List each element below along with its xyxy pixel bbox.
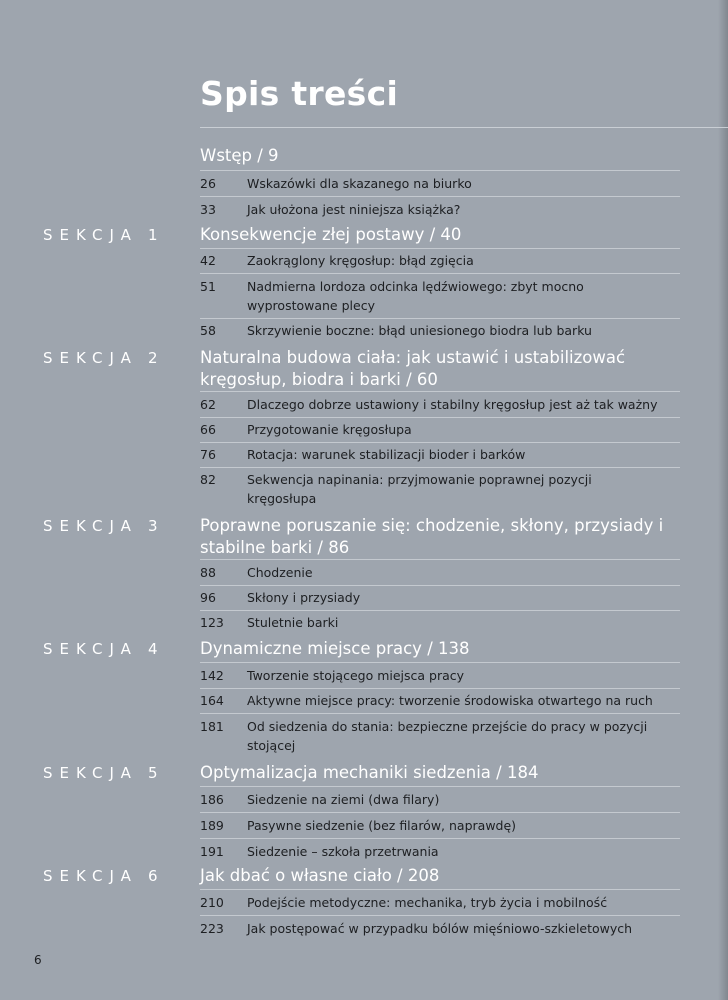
section-word: SEKCJA bbox=[43, 226, 138, 244]
divider bbox=[200, 585, 680, 586]
section-label-2 bbox=[43, 349, 158, 367]
entry-title: Siedzenie – szkoła przetrwania bbox=[247, 844, 439, 859]
section-word: SEKCJA bbox=[43, 517, 138, 535]
entry-page-number: 191 bbox=[200, 844, 224, 859]
page-number: 6 bbox=[34, 953, 42, 967]
entry-title: Jak postępować w przypadku bólów mięśniowo-szkieletowych bbox=[247, 921, 633, 936]
entry-title: Jak ułożona jest niniejsza książka? bbox=[247, 202, 461, 217]
section-label-6 bbox=[43, 867, 158, 885]
divider bbox=[200, 170, 680, 171]
divider bbox=[200, 196, 680, 197]
entry-title: Od siedzenia do stania: bezpieczne przejście do pracy w pozycji stojącej bbox=[247, 719, 648, 753]
section-label-1 bbox=[43, 226, 158, 244]
entry-title: Wskazówki dla skazanego na biurko bbox=[247, 176, 472, 191]
entry-page-number: 66 bbox=[200, 422, 216, 437]
entry-title: Skłony i przysiady bbox=[247, 590, 361, 605]
entry-page-number: 33 bbox=[200, 202, 216, 217]
divider bbox=[200, 442, 680, 443]
entry-page-number: 42 bbox=[200, 253, 216, 268]
entry-page-number: 58 bbox=[200, 323, 216, 338]
entry-page-number: 26 bbox=[200, 176, 216, 191]
toc-heading-intro: Wstęp / 9 bbox=[200, 146, 279, 165]
section-word: SEKCJA bbox=[43, 764, 138, 782]
divider bbox=[200, 889, 680, 890]
page-title: Spis treści bbox=[200, 74, 399, 113]
divider bbox=[200, 559, 680, 560]
divider bbox=[200, 786, 680, 787]
entry-page-number: 142 bbox=[200, 668, 224, 683]
section-number: 6 bbox=[148, 867, 158, 885]
divider bbox=[200, 417, 680, 418]
divider bbox=[200, 610, 680, 611]
entry-page-number: 88 bbox=[200, 565, 216, 580]
entry-title: Rotacja: warunek stabilizacji bioder i barków bbox=[247, 447, 526, 462]
entry-page-number: 164 bbox=[200, 693, 224, 708]
entry-page-number: 96 bbox=[200, 590, 216, 605]
entry-page-number: 181 bbox=[200, 719, 224, 734]
entry-page-number: 123 bbox=[200, 615, 224, 630]
divider bbox=[200, 273, 680, 274]
section-label-4 bbox=[43, 640, 158, 658]
divider bbox=[200, 467, 680, 468]
entry-page-number: 76 bbox=[200, 447, 216, 462]
entry-title: Stuletnie barki bbox=[247, 615, 339, 630]
entry-title: Dlaczego dobrze ustawiony i stabilny kręgosłup jest aż tak ważny bbox=[247, 397, 658, 412]
entry-title: Podejście metodyczne: mechanika, tryb życia i mobilność bbox=[247, 895, 608, 910]
entry-page-number: 223 bbox=[200, 921, 224, 936]
entry-title: Zaokrąglony kręgosłup: błąd zgięcia bbox=[247, 253, 474, 268]
entry-page-number: 82 bbox=[200, 472, 216, 487]
divider bbox=[200, 391, 680, 392]
divider bbox=[200, 915, 680, 916]
entry-page-number: 62 bbox=[200, 397, 216, 412]
entry-title: Aktywne miejsce pracy: tworzenie środowiska otwartego na ruch bbox=[247, 693, 653, 708]
section-number: 3 bbox=[148, 517, 158, 535]
section-label-3 bbox=[43, 517, 158, 535]
entry-title: Przygotowanie kręgosłupa bbox=[247, 422, 412, 437]
toc-heading-section-3: Poprawne poruszanie się: chodzenie, skłony, przysiady i stabilne barki / 86 bbox=[200, 516, 664, 557]
entry-title: Skrzywienie boczne: błąd uniesionego biodra lub barku bbox=[247, 323, 592, 338]
entry-title: Sekwencja napinania: przyjmowanie poprawnej pozycji kręgosłupa bbox=[247, 472, 592, 506]
divider bbox=[200, 812, 680, 813]
entry-title: Pasywne siedzenie (bez filarów, naprawdę) bbox=[247, 818, 517, 833]
entry-title: Siedzenie na ziemi (dwa filary) bbox=[247, 792, 440, 807]
divider bbox=[200, 713, 680, 714]
entry-page-number: 51 bbox=[200, 279, 216, 294]
section-word: SEKCJA bbox=[43, 640, 138, 658]
title-divider bbox=[200, 127, 728, 128]
divider bbox=[200, 662, 680, 663]
entry-page-number: 186 bbox=[200, 792, 224, 807]
section-word: SEKCJA bbox=[43, 867, 138, 885]
section-word: SEKCJA bbox=[43, 349, 138, 367]
entry-page-number: 189 bbox=[200, 818, 224, 833]
entry-title: Nadmierna lordoza odcinka lędźwiowego: zbyt mocno wyprostowane plecy bbox=[247, 279, 584, 313]
entry-title: Tworzenie stojącego miejsca pracy bbox=[247, 668, 465, 683]
toc-heading-section-5: Optymalizacja mechaniki siedzenia / 184 bbox=[200, 763, 539, 782]
divider bbox=[200, 318, 680, 319]
entry-title: Chodzenie bbox=[247, 565, 313, 580]
toc-heading-section-6: Jak dbać o własne ciało / 208 bbox=[200, 866, 440, 885]
section-number: 4 bbox=[148, 640, 158, 658]
page-edge-shadow bbox=[718, 0, 728, 1000]
toc-heading-section-2: Naturalna budowa ciała: jak ustawić i ustabilizować kręgosłup, biodra i barki / 60 bbox=[200, 348, 626, 389]
section-label-5 bbox=[43, 764, 158, 782]
entry-page-number: 210 bbox=[200, 895, 224, 910]
divider bbox=[200, 248, 680, 249]
toc-heading-section-4: Dynamiczne miejsce pracy / 138 bbox=[200, 639, 470, 658]
section-number: 5 bbox=[148, 764, 158, 782]
section-number: 1 bbox=[148, 226, 158, 244]
divider bbox=[200, 688, 680, 689]
toc-heading-section-1: Konsekwencje złej postawy / 40 bbox=[200, 225, 462, 244]
divider bbox=[200, 838, 680, 839]
section-number: 2 bbox=[148, 349, 158, 367]
